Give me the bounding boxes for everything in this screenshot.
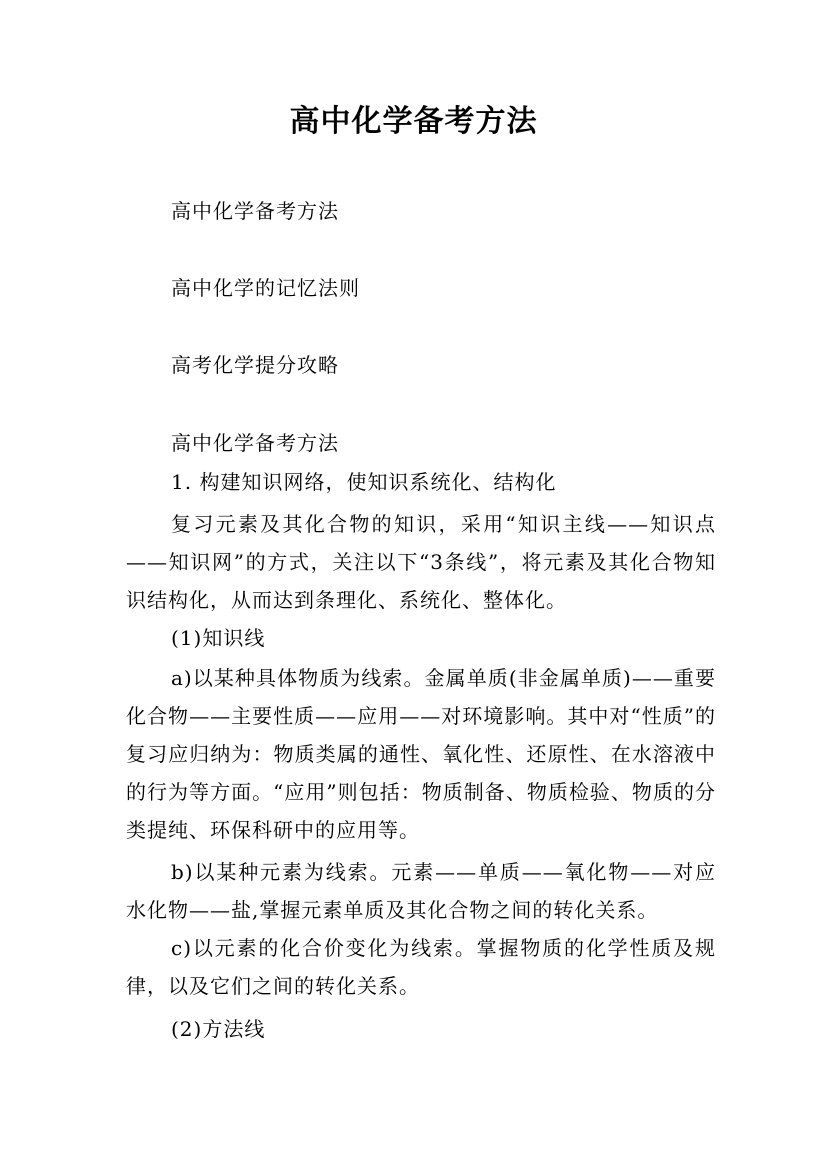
document-title: 高中化学备考方法 [289,104,538,139]
toc-item-1: 高中化学备考方法 [171,199,339,223]
paragraph-intro: 复习元素及其化合物的知识，采用“知识主线——知识点——知识网”的方式，关注以下“3条线”，将元素及其化合物知识结构化，从而达到条理化、系统化、整体化。 [126,512,716,612]
subheading-knowledge-line: (1)知识线 [171,626,266,650]
paragraph-a: a)以某种具体物质为线索。金属单质(非金属单质)——重要化合物——主要性质——应用——对环境影响。其中对“性质”的复习应归纳为：物质类属的通性、氧化性、还原性、在水溶液中的行为等方面。“应用”则包括：物质制备、物质检验、物质的分类提纯、环保科研中的应用等。 [126,666,716,842]
toc-item-2: 高中化学的记忆法则 [171,276,360,300]
toc-item-3: 高考化学提分攻略 [171,353,339,377]
paragraph-b: b)以某种元素为线索。元素——单质——氧化物——对应水化物——盐,掌握元素单质及其化合物之间的转化关系。 [126,860,716,922]
point-1-heading: 1. 构建知识网络，使知识系统化、结构化 [171,470,557,494]
subheading-method-line: (2)方法线 [171,1017,266,1041]
paragraph-c: c)以元素的化合价变化为线索。掌握物质的化学性质及规律，以及它们之间的转化关系。 [126,936,716,998]
section-heading: 高中化学备考方法 [171,431,339,455]
